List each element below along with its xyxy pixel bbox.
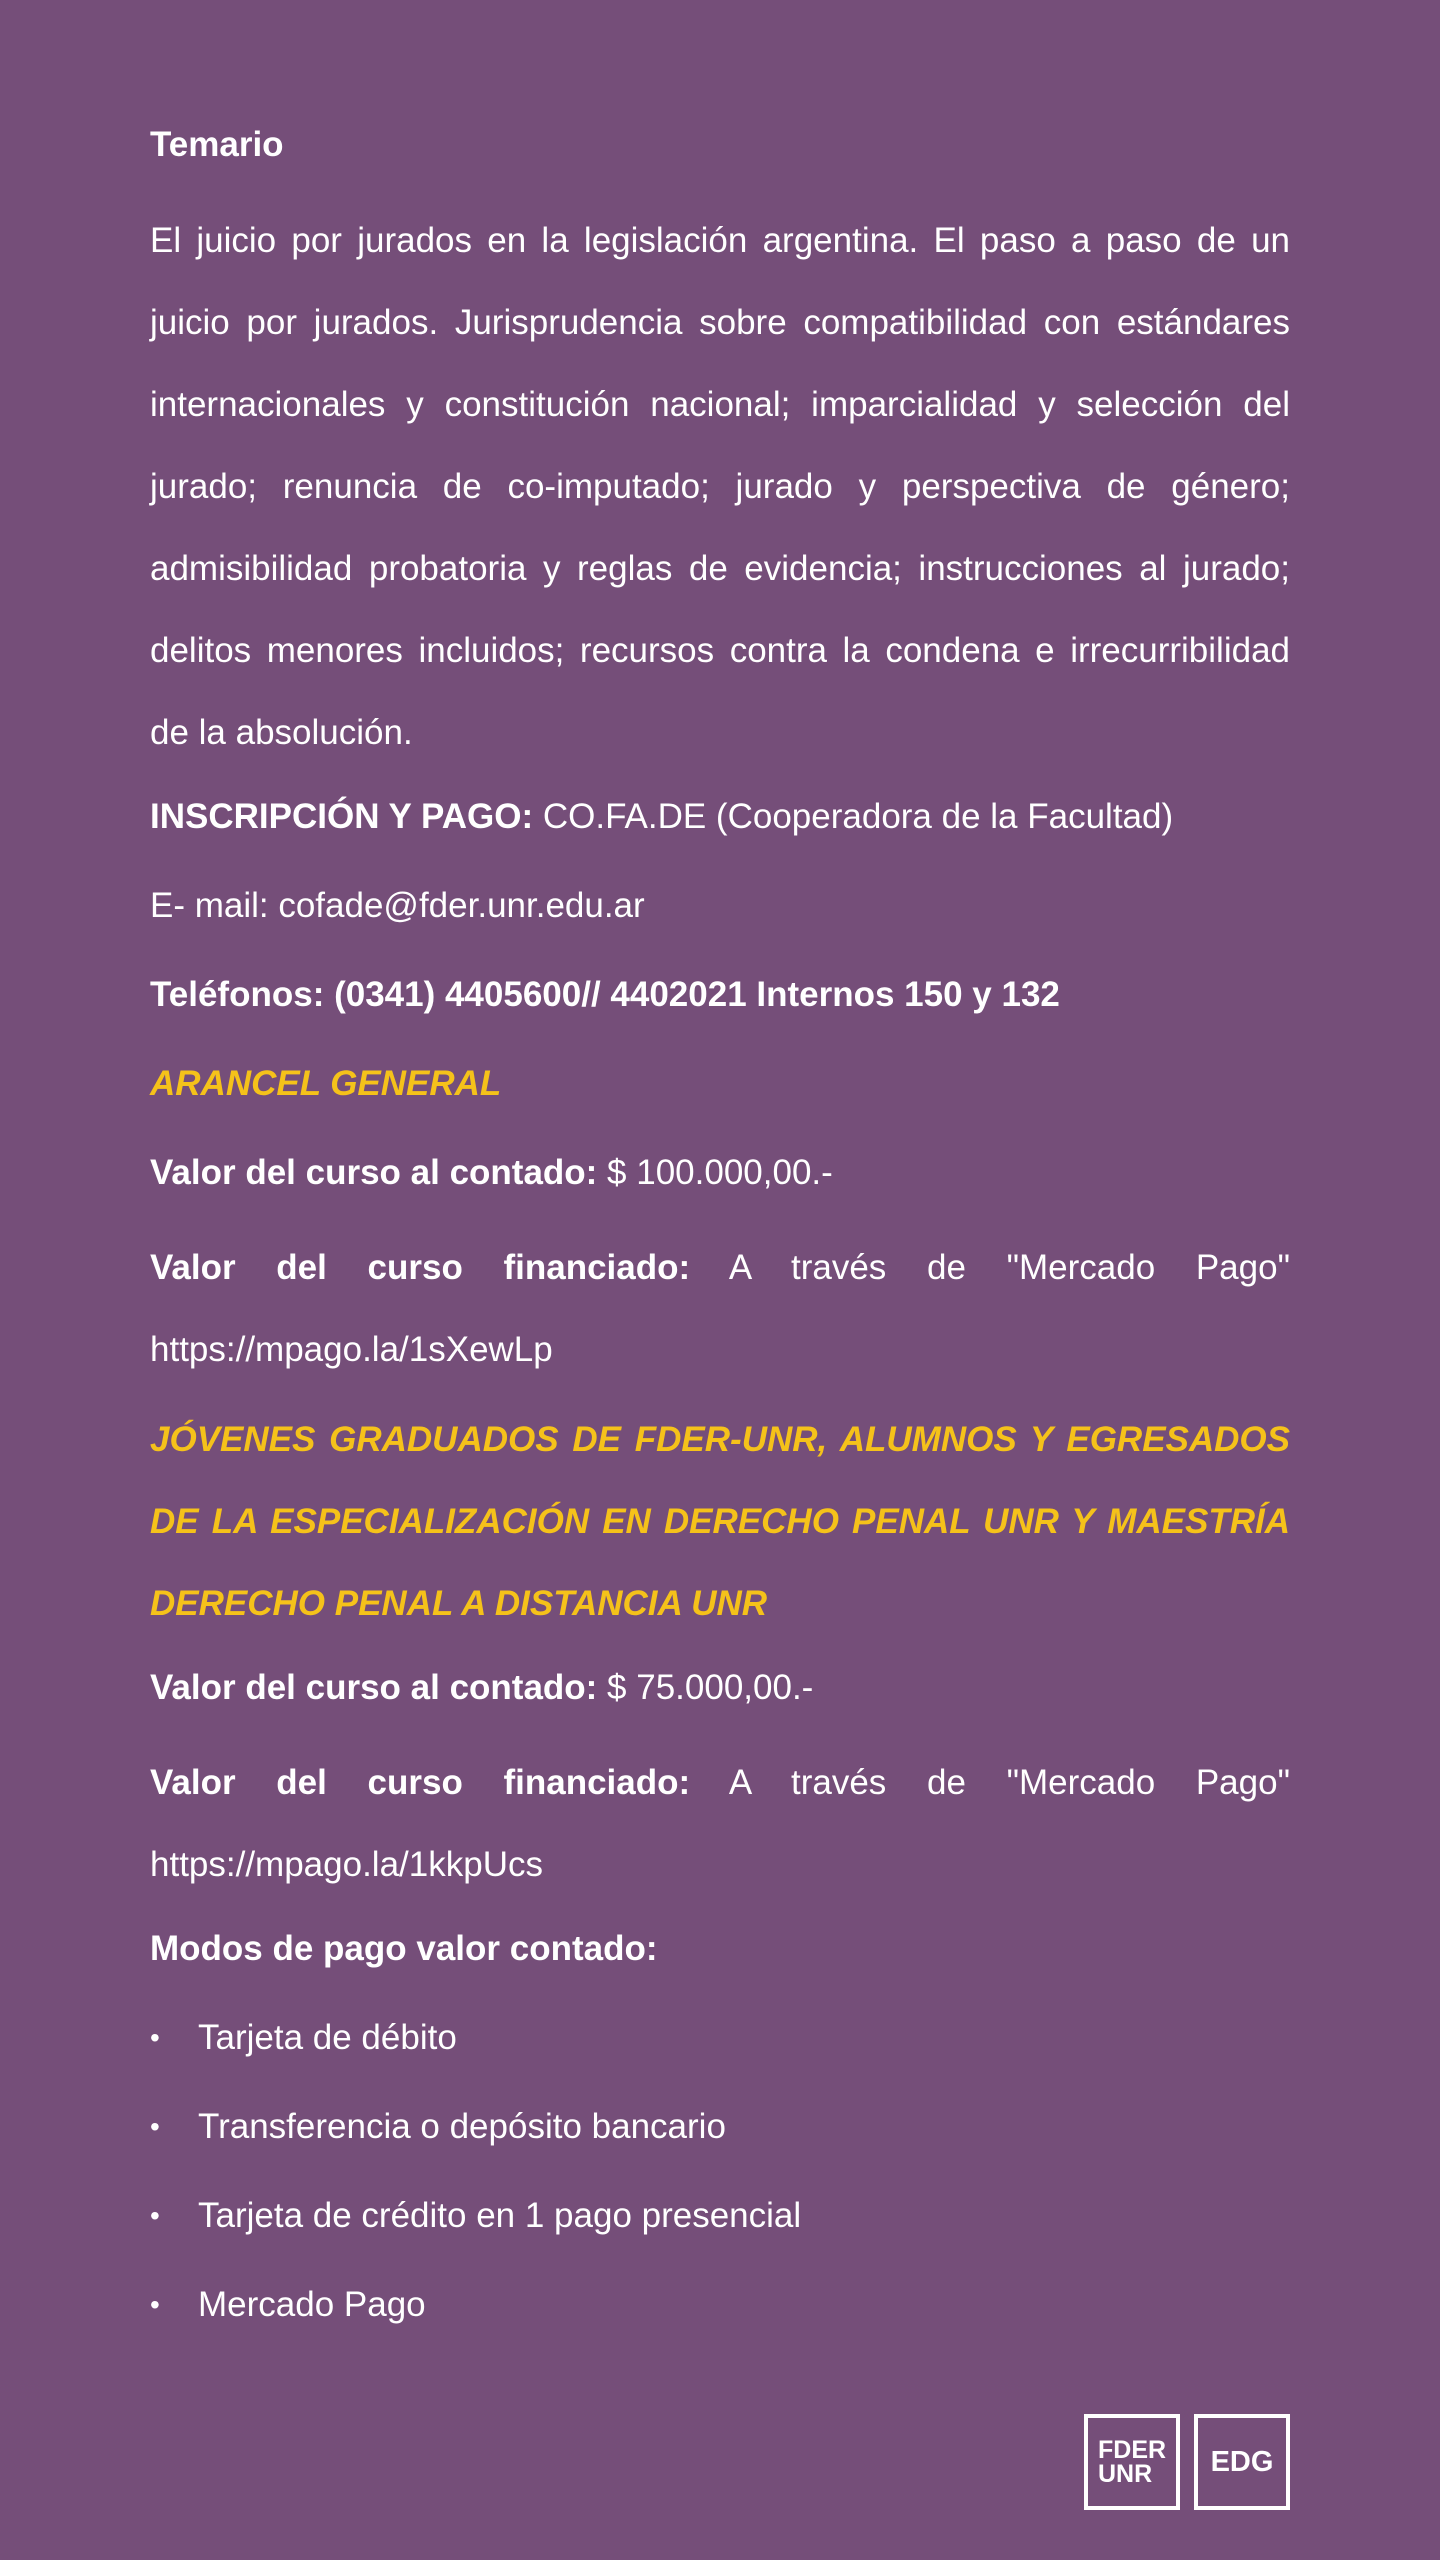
jovenes-financiado-label: Valor del curso financiado: <box>150 1763 691 1802</box>
content-column <box>150 110 1290 2359</box>
payment-method-label: Transferencia o depósito bancario <box>198 2107 726 2146</box>
logos <box>1084 2414 1290 2510</box>
inscripcion-label: INSCRIPCIÓN Y PAGO: <box>150 797 534 836</box>
temario-paragraph: El juicio por jurados en la legislación argentina. El paso a paso de un juicio por jurados. Jurisprudencia sobre compatibilidad con estándares internacionales y constitución nacional; imparcialidad y selección del jurado; renuncia de co-imputado; jurado y perspectiva de género; admisibilidad probatoria y reglas de evidencia; instrucciones al jurado; delitos menores incluidos; recursos contra la condena e irrecurribilidad de la absolución. <box>150 221 1290 752</box>
jovenes-heading: JÓVENES GRADUADOS DE FDER-UNR, ALUMNOS Y EGRESADOS DE LA ESPECIALIZACIÓN EN DERECHO PENAL UNR Y MAESTRÍA DERECHO PENAL A DISTANCIA UNR <box>150 1420 1290 1623</box>
edg-logo-text: EDG <box>1210 2445 1274 2478</box>
general-financiado-label: Valor del curso financiado: <box>150 1248 691 1287</box>
inscripcion-line <box>150 782 1290 852</box>
list-item <box>150 2092 1290 2162</box>
bullet-icon: • <box>150 2200 160 2231</box>
general-financiado-value: A través de "Mercado Pago" https://mpago.la/1sXewLp <box>150 1248 1291 1369</box>
list-item <box>150 2270 1290 2340</box>
fder-unr-logo <box>1084 2414 1180 2510</box>
jovenes-financiado-line <box>150 1742 1290 1906</box>
general-financiado-line <box>150 1227 1290 1391</box>
bullet-icon: • <box>150 2111 160 2142</box>
fder-logo-line1: FDER <box>1098 2436 1167 2464</box>
payment-methods-list <box>150 2003 1290 2340</box>
fder-logo-line2: UNR <box>1098 2460 1153 2488</box>
modos-heading: Modos de pago valor contado: <box>150 1929 658 1968</box>
payment-method-label: Tarjeta de crédito en 1 pago presencial <box>198 2196 802 2235</box>
inscripcion-value: CO.FA.DE (Cooperadora de la Facultad) <box>533 797 1174 836</box>
general-contado-value: $ 100.000,00.- <box>597 1153 833 1192</box>
section-title: Temario <box>150 125 284 164</box>
general-contado-label: Valor del curso al contado: <box>150 1153 598 1192</box>
arancel-general-heading: ARANCEL GENERAL <box>150 1064 502 1103</box>
jovenes-financiado-value: A través de "Mercado Pago" https://mpago.la/1kkpUcs <box>150 1763 1291 1884</box>
list-item <box>150 2181 1290 2251</box>
telefonos-line: Teléfonos: (0341) 4405600// 4402021 Internos 150 y 132 <box>150 975 1060 1014</box>
payment-method-label: Mercado Pago <box>198 2285 426 2324</box>
jovenes-contado-label: Valor del curso al contado: <box>150 1668 598 1707</box>
bullet-icon: • <box>150 2289 160 2320</box>
edg-logo <box>1194 2414 1290 2510</box>
email-line: E- mail: cofade@fder.unr.edu.ar <box>150 886 645 925</box>
list-item <box>150 2003 1290 2073</box>
general-contado-line <box>150 1138 1290 1208</box>
payment-method-label: Tarjeta de débito <box>198 2018 457 2057</box>
bullet-icon: • <box>150 2022 160 2053</box>
jovenes-contado-value: $ 75.000,00.- <box>597 1668 814 1707</box>
jovenes-contado-line <box>150 1653 1290 1723</box>
